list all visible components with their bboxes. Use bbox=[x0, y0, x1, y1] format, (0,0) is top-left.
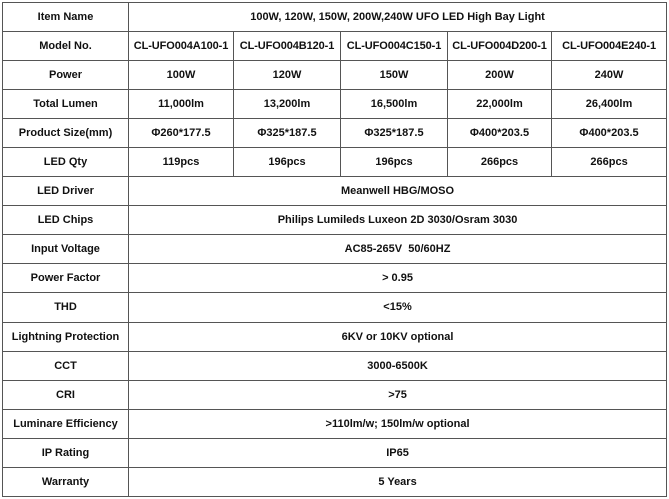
spec-table bbox=[2, 2, 667, 497]
table-cell: 196pcs bbox=[234, 148, 341, 177]
table-cell: 16,500lm bbox=[341, 90, 448, 119]
row-cri bbox=[3, 380, 667, 409]
table-cell: CL-UFO004D200-1 bbox=[448, 32, 552, 61]
table-cell: 6KV or 10KV optional bbox=[129, 322, 667, 351]
table-cell: CL-UFO004E240-1 bbox=[552, 32, 667, 61]
row-label: Warranty bbox=[3, 467, 129, 496]
row-led-qty bbox=[3, 148, 667, 177]
item-name-value: 100W, 120W, 150W, 200W,240W UFO LED High Bay Light bbox=[129, 3, 667, 32]
row-label: CCT bbox=[3, 351, 129, 380]
table-cell: Φ400*203.5 bbox=[552, 119, 667, 148]
row-luminare-efficiency bbox=[3, 409, 667, 438]
table-cell: CL-UFO004A100-1 bbox=[129, 32, 234, 61]
row-label: LED Qty bbox=[3, 148, 129, 177]
table-cell: 150W bbox=[341, 61, 448, 90]
table-cell: 100W bbox=[129, 61, 234, 90]
table-cell: 5 Years bbox=[129, 467, 667, 496]
row-label: Power Factor bbox=[3, 264, 129, 293]
row-label: Power bbox=[3, 61, 129, 90]
table-cell: 3000-6500K bbox=[129, 351, 667, 380]
table-cell: Φ325*187.5 bbox=[341, 119, 448, 148]
row-thd bbox=[3, 293, 667, 322]
table-cell: <15% bbox=[129, 293, 667, 322]
row-label: Model No. bbox=[3, 32, 129, 61]
table-cell: Φ325*187.5 bbox=[234, 119, 341, 148]
row-label: Input Voltage bbox=[3, 235, 129, 264]
table-cell: 200W bbox=[448, 61, 552, 90]
table-cell: CL-UFO004C150-1 bbox=[341, 32, 448, 61]
table-cell: 196pcs bbox=[341, 148, 448, 177]
row-label: THD bbox=[3, 293, 129, 322]
table-cell: 266pcs bbox=[448, 148, 552, 177]
row-label: Luminare Efficiency bbox=[3, 409, 129, 438]
row-led-driver bbox=[3, 177, 667, 206]
row-product-size bbox=[3, 119, 667, 148]
table-cell: CL-UFO004B120-1 bbox=[234, 32, 341, 61]
row-label: LED Chips bbox=[3, 206, 129, 235]
table-cell: > 0.95 bbox=[129, 264, 667, 293]
row-label: Lightning Protection bbox=[3, 322, 129, 351]
table-cell: 240W bbox=[552, 61, 667, 90]
row-total-lumen bbox=[3, 90, 667, 119]
row-label: IP Rating bbox=[3, 438, 129, 467]
table-cell: 11,000lm bbox=[129, 90, 234, 119]
table-cell: Φ260*177.5 bbox=[129, 119, 234, 148]
table-cell: 266pcs bbox=[552, 148, 667, 177]
table-cell: 22,000lm bbox=[448, 90, 552, 119]
table-cell: 120W bbox=[234, 61, 341, 90]
row-label: Item Name bbox=[3, 3, 129, 32]
table-cell: 26,400lm bbox=[552, 90, 667, 119]
row-power bbox=[3, 61, 667, 90]
row-ip-rating bbox=[3, 438, 667, 467]
row-item-name bbox=[3, 3, 667, 32]
row-cct bbox=[3, 351, 667, 380]
table-cell: 119pcs bbox=[129, 148, 234, 177]
table-cell: Meanwell HBG/MOSO bbox=[129, 177, 667, 206]
table-cell: IP65 bbox=[129, 438, 667, 467]
table-cell: Philips Lumileds Luxeon 2D 3030/Osram 3030 bbox=[129, 206, 667, 235]
row-power-factor bbox=[3, 264, 667, 293]
table-cell: >75 bbox=[129, 380, 667, 409]
table-cell: >110lm/w; 150lm/w optional bbox=[129, 409, 667, 438]
table-cell: AC85-265V 50/60HZ bbox=[129, 235, 667, 264]
table-cell: Φ400*203.5 bbox=[448, 119, 552, 148]
row-label: Product Size(mm) bbox=[3, 119, 129, 148]
row-label: CRI bbox=[3, 380, 129, 409]
row-label: LED Driver bbox=[3, 177, 129, 206]
row-model-no bbox=[3, 32, 667, 61]
row-label: Total Lumen bbox=[3, 90, 129, 119]
row-lightning-protection bbox=[3, 322, 667, 351]
row-warranty bbox=[3, 467, 667, 496]
row-input-voltage bbox=[3, 235, 667, 264]
table-cell: 13,200lm bbox=[234, 90, 341, 119]
row-led-chips bbox=[3, 206, 667, 235]
